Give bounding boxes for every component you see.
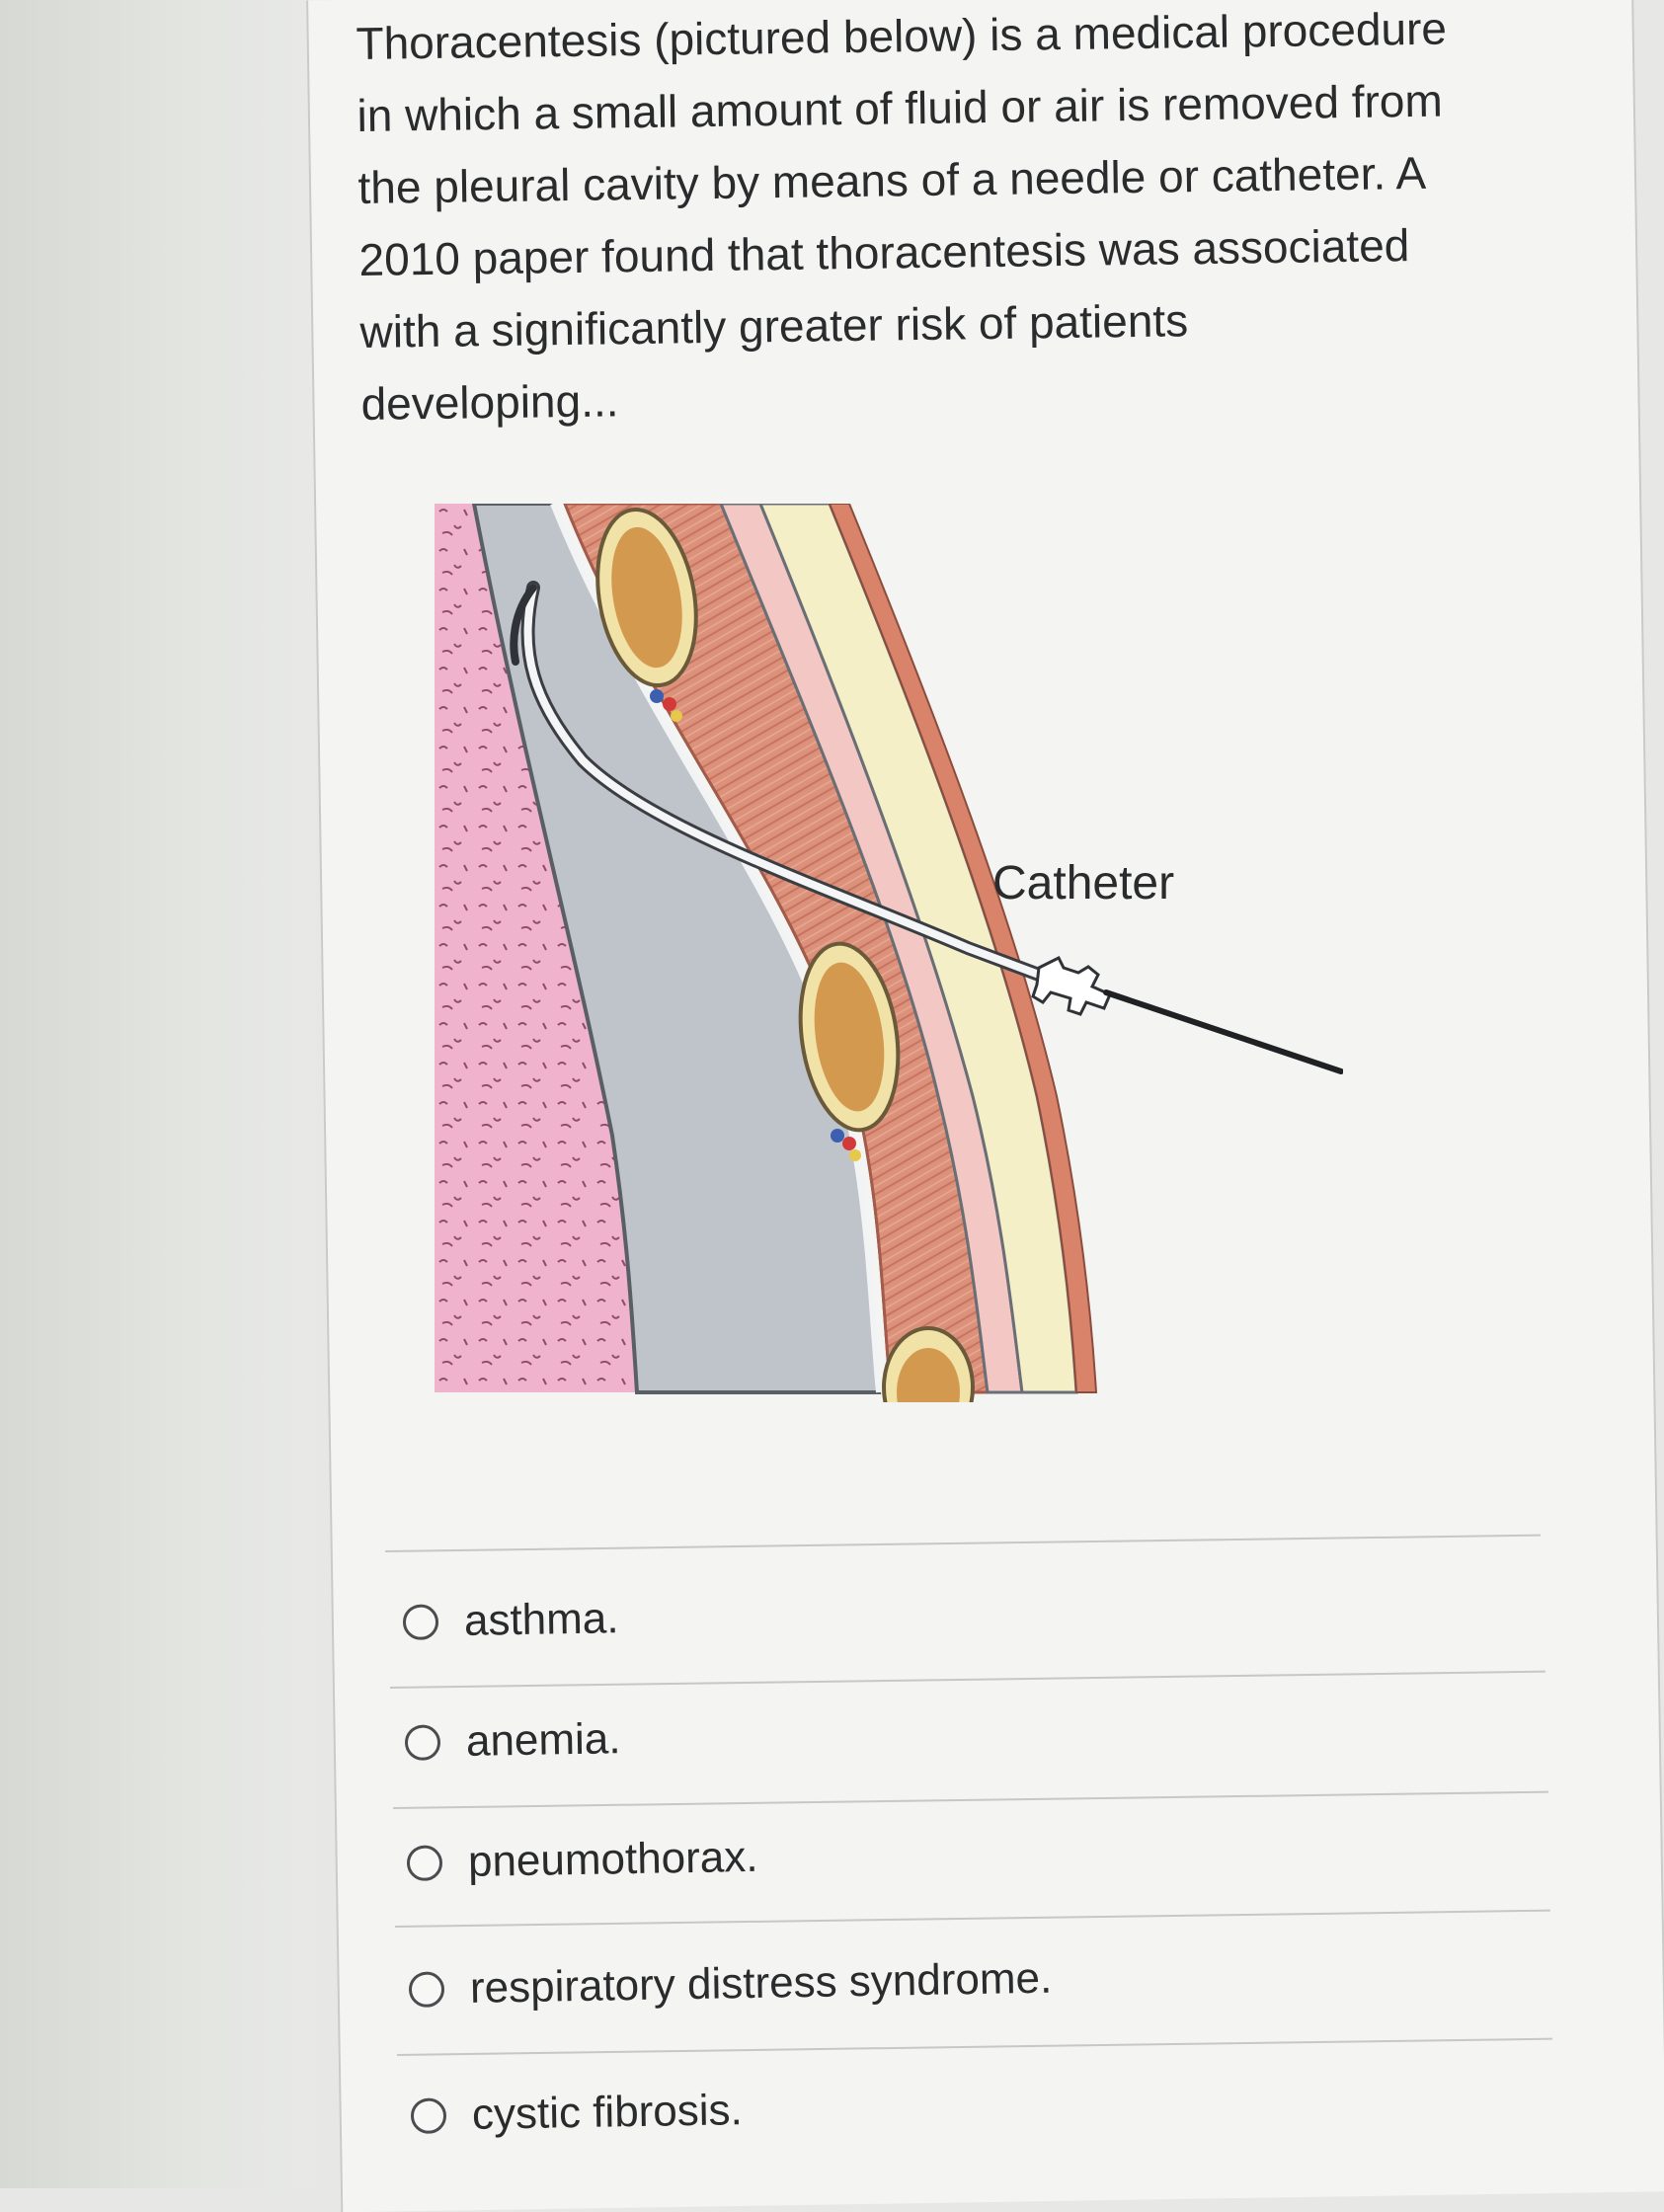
choice-label: cystic fibrosis. [471, 2086, 744, 2139]
choice-anemia[interactable] [405, 1714, 621, 1768]
choice-label: pneumothorax. [467, 1832, 758, 1886]
choice-label: respiratory distress syndrome. [469, 1953, 1053, 2013]
choice-label: asthma. [463, 1594, 619, 1645]
question-line: in which a small amount of fluid or air is removed from [357, 74, 1444, 141]
catheter-hub [1033, 958, 1110, 1014]
question-line: 2010 paper found that thoracentesis was associated [358, 219, 1410, 285]
question-line: the pleural cavity by means of a needle or catheter. A [357, 146, 1427, 213]
catheter-label: Catheter [992, 857, 1175, 909]
radio-button[interactable] [405, 1724, 441, 1761]
choice-asthma[interactable] [403, 1594, 619, 1647]
radio-button[interactable] [411, 2097, 447, 2134]
radio-button[interactable] [403, 1604, 439, 1640]
radio-button[interactable] [409, 1971, 445, 2008]
choice-label: anemia. [465, 1714, 621, 1766]
left-margin [0, 0, 316, 2188]
thoracentesis-diagram [435, 504, 1343, 1402]
radio-button[interactable] [407, 1845, 443, 1881]
question-line: with a significantly greater risk of patients [359, 294, 1189, 357]
thoracentesis-illustration [435, 504, 1343, 1402]
question-line: Thoracentesis (pictured below) is a medical procedure [356, 2, 1448, 69]
choice-pneumothorax[interactable] [407, 1833, 758, 1888]
choice-cystic-fibrosis[interactable] [411, 2086, 744, 2141]
question-text [356, 0, 1507, 440]
question-line: developing... [360, 374, 619, 430]
